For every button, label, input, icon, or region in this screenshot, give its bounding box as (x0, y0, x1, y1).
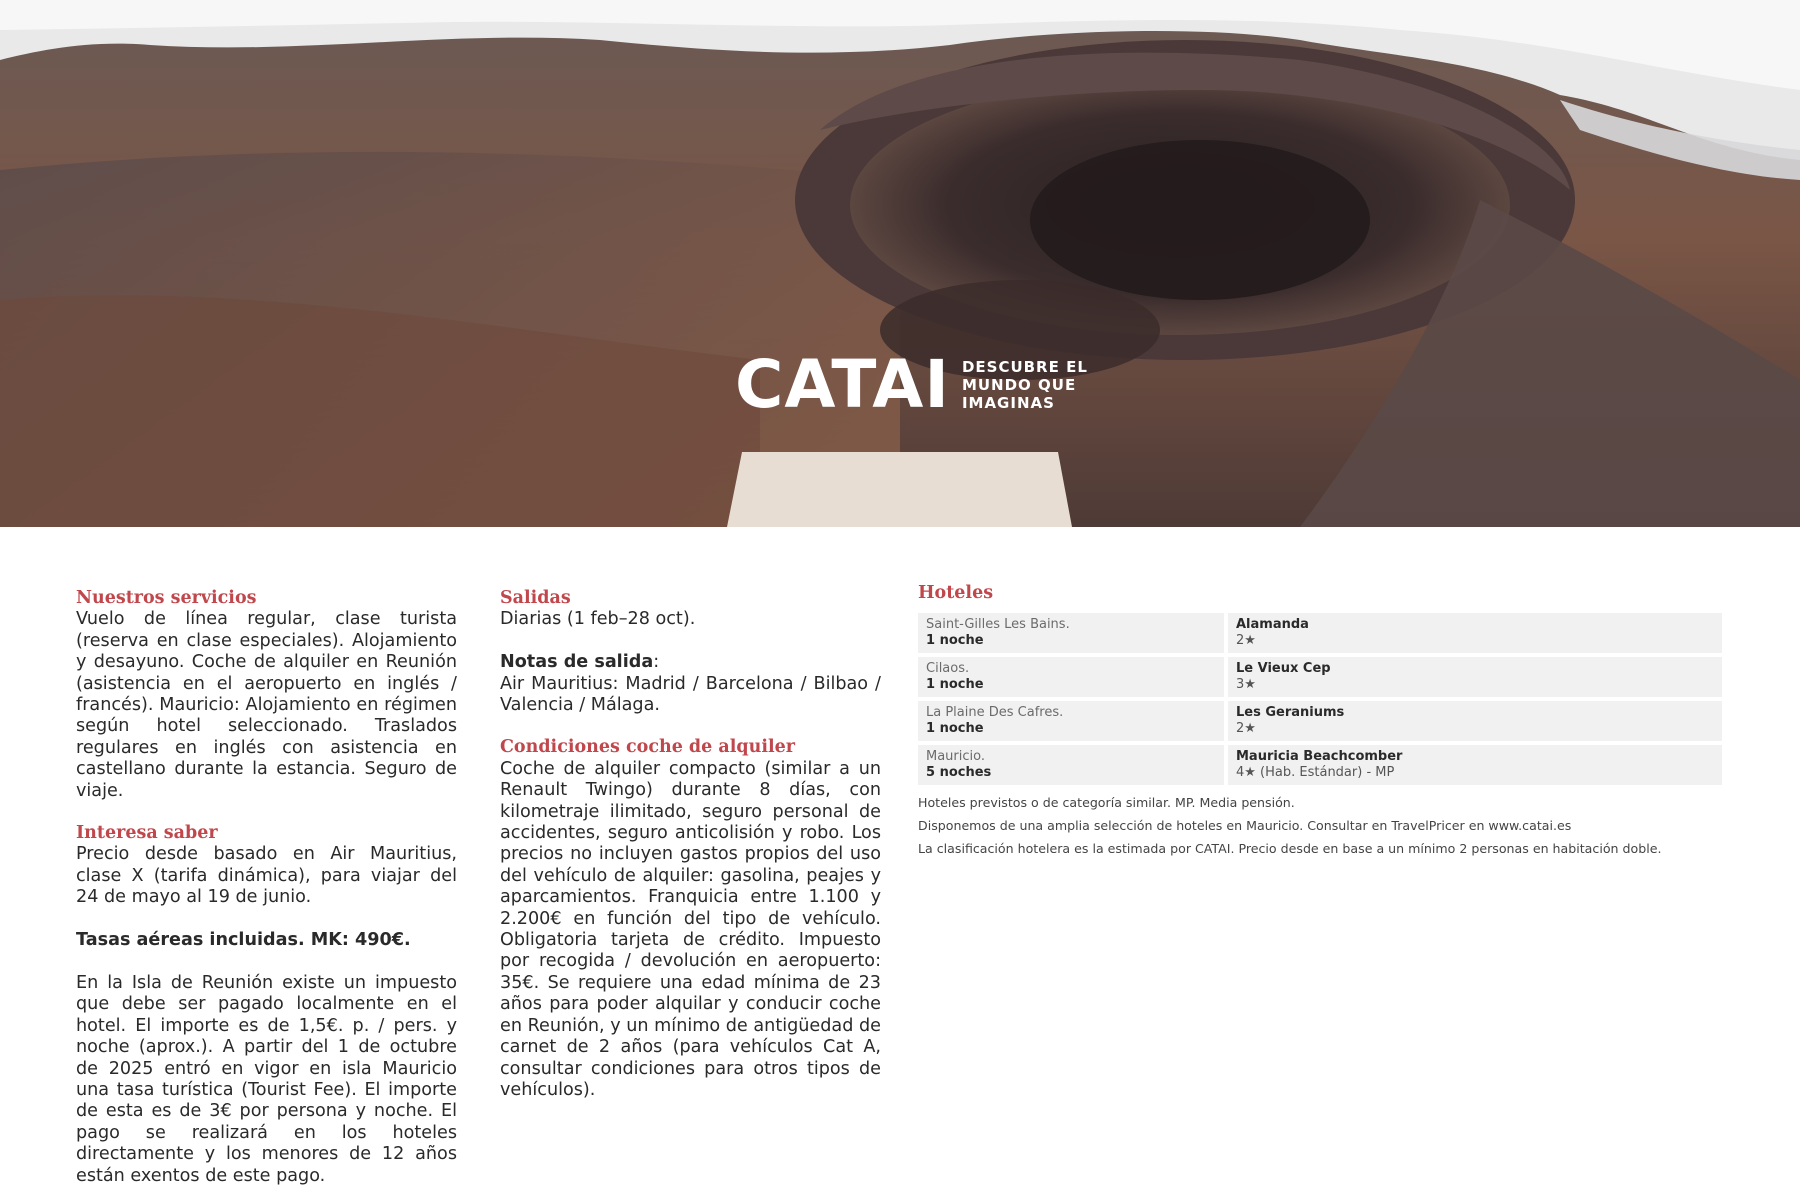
hotel-name-cell (1228, 745, 1722, 785)
departures-heading: Salidas (500, 588, 571, 608)
tagline-line-1: DESCUBRE EL (961, 358, 1088, 376)
hotel-location: Cilaos. (926, 661, 970, 677)
hotel-location: La Plaine Des Cafres. (926, 705, 1064, 721)
hotel-location-cell (918, 657, 1224, 697)
column-services (76, 588, 457, 1187)
notes-label: Notas de salida (500, 652, 654, 673)
tagline-line-3: IMAGINAS (961, 394, 1055, 412)
interest-text: Precio desde basado en Air Mauritius, clase X (tarifa dinámica), para viajar del 24 de mayo al 19 de junio. (76, 844, 457, 908)
tagline-line-2: MUNDO QUE (961, 376, 1077, 394)
hotel-note: Disponemos de una amplia selección de hoteles en Mauricio. Consultar en TravelPricer en www.catai.es (918, 818, 1572, 834)
interest-heading: Interesa saber (76, 823, 218, 844)
hotel-category: 4★ (Hab. Estándar) - MP (1236, 764, 1395, 780)
hotel-category: 2★ (1236, 720, 1256, 736)
hotel-category: 3★ (1236, 676, 1256, 692)
hotel-note: La clasificación hotelera es la estimada por CATAI. Precio desde en base a un mínimo 2 personas en habitación doble. (918, 841, 1662, 857)
hotel-name: Les Geraniums (1236, 705, 1345, 721)
hotel-name-cell (1228, 701, 1722, 741)
hotel-row (918, 613, 1726, 653)
hotels-section (918, 583, 1726, 860)
hotel-nights: 1 noche (926, 632, 984, 648)
hotel-name-cell (1228, 613, 1722, 653)
car-rental-heading: Condiciones coche de alquiler (500, 737, 795, 758)
logo-tagline (962, 358, 1088, 412)
notes-colon: : (653, 652, 660, 673)
services-heading: Nuestros servicios (76, 588, 257, 608)
hotel-row (918, 657, 1726, 697)
hero-image (0, 0, 1800, 527)
departures-text: Diarias (1 feb–28 oct). (500, 609, 696, 630)
volcano-crater-illustration (0, 0, 1800, 527)
hotel-location: Mauricio. (926, 749, 985, 765)
local-tax-text: En la Isla de Reunión existe un impuesto que debe ser pagado localmente en el hotel. El importe es de 1,5€. p. / pers. y noche (aprox.). A partir del 1 de octubre de 2025 entró en vigor en isla Mauricio una tasa turística (Tourist Fee). El importe de esta es de 3€ por persona y noche. El pago se realizará en los hoteles directamente y los menores de 12 años están exentos de este pago. (76, 972, 457, 1186)
hotel-location-cell (918, 701, 1224, 741)
hotel-name: Le Vieux Cep (1236, 661, 1331, 677)
hotel-name-cell (1228, 657, 1722, 697)
column-departures (500, 588, 881, 1101)
hotel-row (918, 745, 1726, 785)
logo-wordmark: CATAI (735, 346, 950, 423)
car-rental-text: Coche de alquiler compacto (similar a un Renault Twingo) durante 8 días, con kilometraje ilimitado, seguro personal de accidentes, seguro anticolisión y robo. Los precios no incluyen gastos propios del uso del vehículo de alquiler: gasolina, peajes y aparcamientos. Franquicia entre 1.100 y 2.200€ en función del tipo de vehículo. Obligatoria tarjeta de crédito. Impuesto por recogida / devolución en aeropuerto: 35€. Se requiere una edad mínima de 23 años para poder alquilar y conducir coche en Reunión, y un mínimo de antigüedad de carnet de 2 años (para vehículos Cat A, consultar condiciones para otros tipos de vehículos). (500, 758, 881, 1100)
hotel-name: Alamanda (1236, 617, 1309, 633)
hotel-notes (918, 791, 1726, 860)
hotel-name: Mauricia Beachcomber (1236, 749, 1403, 765)
departure-notes-text: Air Mauritius: Madrid / Barcelona / Bilbao / Valencia / Málaga. (500, 673, 881, 716)
hotel-row (918, 701, 1726, 741)
hotel-note: Hoteles previstos o de categoría similar. MP. Media pensión. (918, 795, 1295, 811)
departure-notes-label (500, 652, 881, 673)
hotel-location: Saint-Gilles Les Bains. (926, 617, 1070, 633)
hotel-category: 2★ (1236, 632, 1256, 648)
hotel-nights: 1 noche (926, 676, 984, 692)
air-taxes: Tasas aéreas incluidas. MK: 490€. (76, 930, 411, 951)
hero-tab-shape (727, 452, 1072, 527)
hotel-nights: 1 noche (926, 720, 984, 736)
services-text: Vuelo de línea regular, clase turista (reserva en clase especiales). Alojamiento y desayuno. Coche de alquiler en Reunión (asistencia en el aeropuerto en inglés / francés). Mauricio: Alojamiento en régimen según hotel seleccionado. Traslados regulares en inglés con asistencia en castellano durante la estancia. Seguro de viaje. (76, 609, 457, 801)
hotel-location-cell (918, 745, 1224, 785)
hotels-heading: Hoteles (918, 583, 994, 603)
catai-logo (735, 346, 1088, 423)
hotel-location-cell (918, 613, 1224, 653)
hotel-nights: 5 noches (926, 764, 992, 780)
